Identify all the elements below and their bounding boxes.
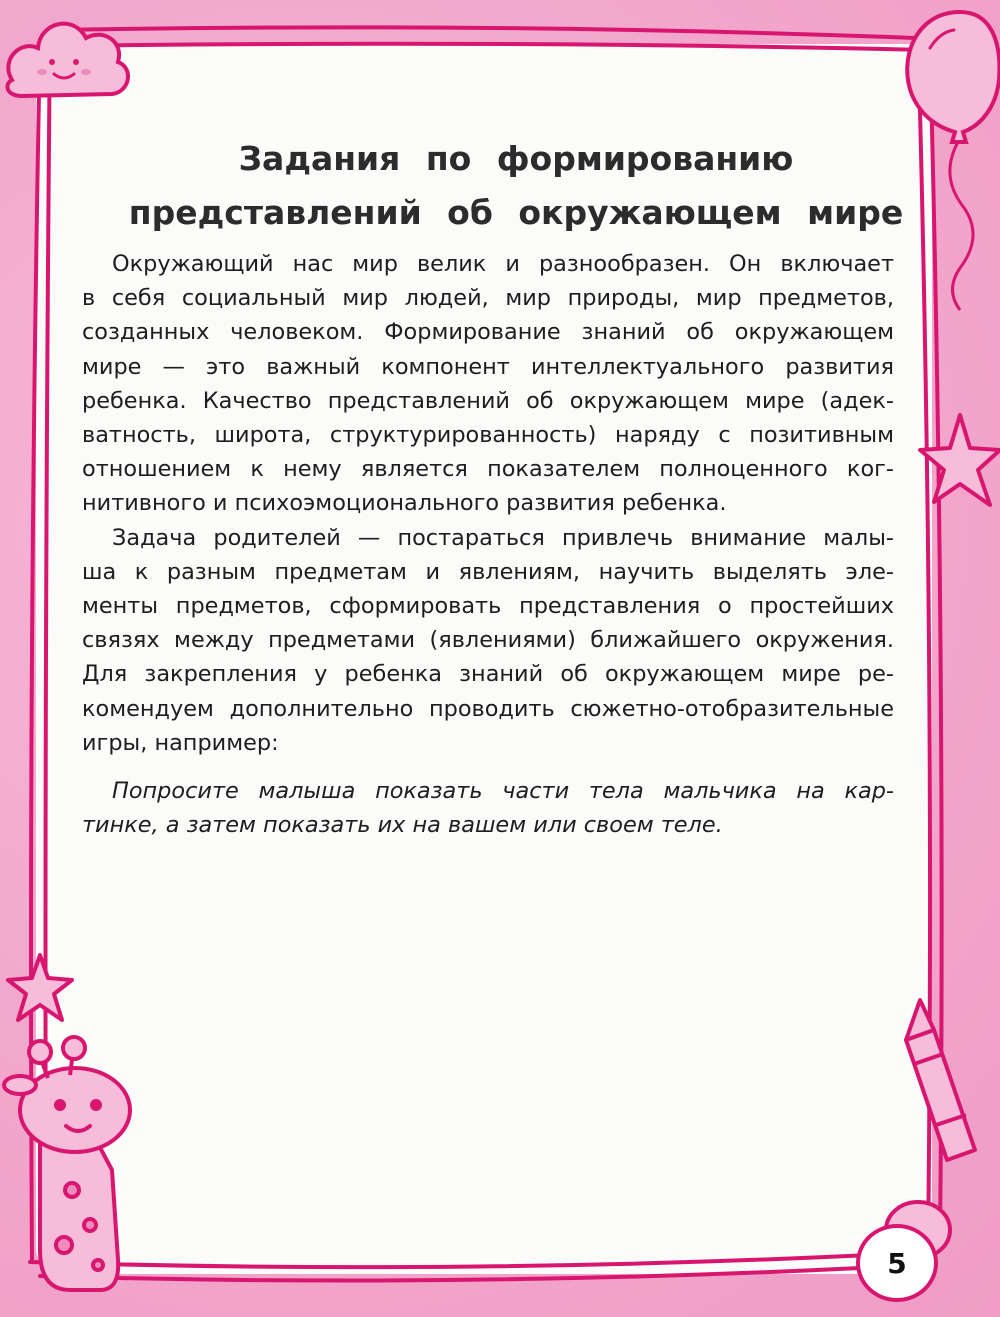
body-text <box>82 247 894 842</box>
spacer <box>82 760 894 774</box>
text-line: менты предметов, сформировать представления о простейших <box>82 593 894 620</box>
instruction-paragraph <box>82 774 894 842</box>
text-line: нитивного и психоэмоционального развития ребенка. <box>82 490 727 517</box>
paragraph <box>82 521 894 760</box>
cloud-icon <box>7 24 128 96</box>
text-line: созданных человеком. Формирование знаний об окружающем <box>82 319 894 346</box>
text-line: в себя социальный мир людей, мир природы, мир предметов, <box>82 285 894 312</box>
title-line: Задания по формированию <box>238 139 794 178</box>
paragraph <box>82 247 894 521</box>
text-line: отношением к нему является показателем полноценного ког- <box>82 456 894 483</box>
text-line: ватность, широта, структурированность) наряду с позитивным <box>82 422 894 449</box>
text-line: Окружающий нас мир велик и разнообразен. Он включает <box>112 251 894 277</box>
page-title <box>96 132 936 240</box>
page-number: 5 <box>856 1224 938 1302</box>
text-line: Для закрепления у ребенка знаний об окружающем мире ре- <box>82 661 894 688</box>
text-line: комендуем дополнительно проводить сюжетно-отобразительные <box>82 695 894 722</box>
text-line: тинке, а затем показать их на вашем или своем теле. <box>82 812 723 839</box>
star-icon <box>920 415 1000 505</box>
star-icon <box>8 955 72 1020</box>
text-line: Попросите малыша показать части тела мальчика на кар- <box>112 778 894 805</box>
text-line: связях между предметами (явлениями) ближайшего окружения. <box>82 627 894 654</box>
text-line: игры, например: <box>82 729 279 756</box>
text-line: мире — это важный компонент интеллектуального развития <box>82 353 894 380</box>
text-line: Задача родителей — постараться привлечь внимание малы- <box>112 524 894 551</box>
text-line: ребенка. Качество представлений об окружающем мире (адек- <box>82 387 894 414</box>
title-line: представлений об окружающем мире <box>128 193 904 232</box>
text-line: ша к разным предметам и явлениям, научить выделять эле- <box>82 558 894 585</box>
giraffe-icon <box>4 1037 130 1290</box>
